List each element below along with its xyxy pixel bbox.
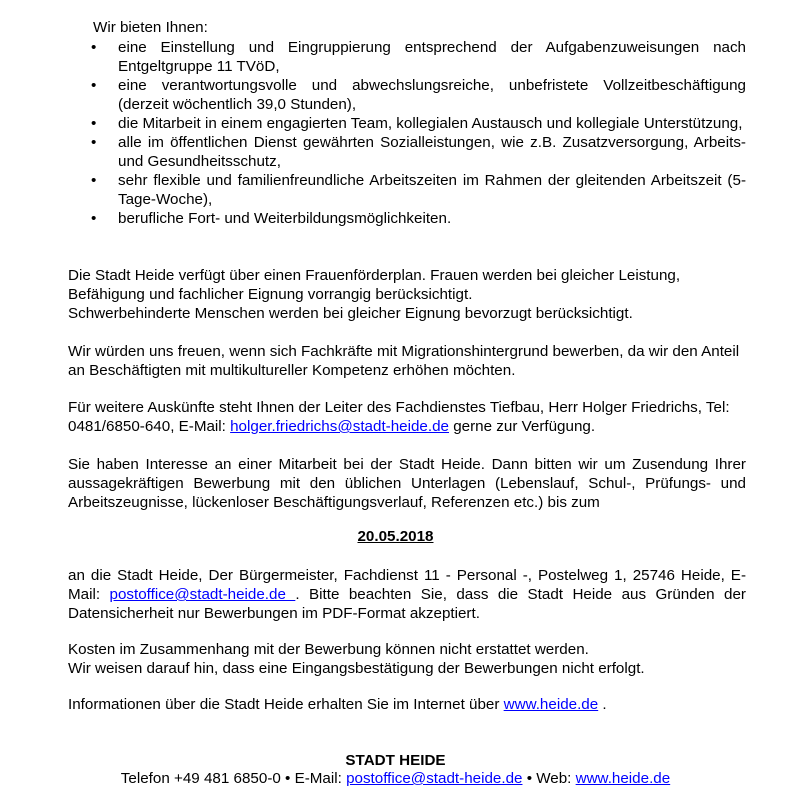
equality-paragraph: Die Stadt Heide verfügt über einen Frauenförderplan. Frauen werden bei gleicher Leistung, Befähigung und fachlicher Eignung vorrangig berücksichtigt. Schwerbehinderte Menschen werden bei gleicher Eignung bevorzugt berücksichtigt.: [68, 267, 681, 322]
info-paragraph: Informationen über die Stadt Heide erhalten Sie im Internet über www.heide.de .: [68, 696, 607, 713]
postoffice-email-link[interactable]: postoffice@stadt-heide.de: [109, 586, 296, 603]
bullet-icon: •: [91, 210, 97, 227]
list-item: • sehr flexible und familienfreundliche Arbeitszeiten im Rahmen der gleitenden Arbeitszeit (5-Tage-Woche),: [91, 172, 746, 208]
heide-website-link[interactable]: www.heide.de: [503, 696, 599, 713]
list-item: • eine Einstellung und Eingruppierung entsprechend der Aufgabenzuweisungen nach Entgeltgruppe 11 TVöD,: [91, 39, 746, 75]
bullet-icon: •: [91, 172, 97, 189]
contact-paragraph: Für weitere Auskünfte steht Ihnen der Leiter des Fachdienstes Tiefbau, Herr Holger Friedrichs, Tel: 0481/6850-640, E-Mail: holger.friedrichs@stadt-heide.de gerne zur Verfügung.: [68, 399, 730, 435]
costs-paragraph: Kosten im Zusammenhang mit der Bewerbung können nicht erstattet werden. Wir weisen darauf hin, dass eine Eingangsbestätigung der Bewerbungen nicht erfolgt.: [68, 641, 645, 677]
list-item: • alle im öffentlichen Dienst gewährten Sozialleistungen, wie z.B. Zusatzversorgung, Arbeits- und Gesundheitsschutz,: [91, 134, 746, 170]
address-paragraph: an die Stadt Heide, Der Bürgermeister, Fachdienst 11 - Personal -, Postelweg 1, 25746 Heide, E-Mail: postoffice@stadt-heide.de . Bitte beachten Sie, dass die Stadt Heide aus Gründen der Datensicherheit nur Bewerbungen im PDF-Format akzeptiert.: [68, 567, 746, 622]
footer-contact-line: Telefon +49 481 6850-0 • E-Mail: postoffice@stadt-heide.de • Web: www.heide.de: [120, 770, 671, 787]
benefits-list: [68, 38, 746, 228]
contact-email-link[interactable]: holger.friedrichs@stadt-heide.de: [230, 418, 449, 435]
bullet-icon: •: [91, 77, 97, 94]
bullet-icon: •: [91, 134, 97, 151]
benefits-heading: Wir bieten Ihnen:: [93, 19, 208, 36]
migration-paragraph: Wir würden uns freuen, wenn sich Fachkräfte mit Migrationshintergrund bewerben, da wir den Anteil an Beschäftigten mit multikultureller Kompetenz erhöhen möchten.: [68, 343, 740, 379]
footer-title: STADT HEIDE: [345, 752, 446, 769]
footer-email-link[interactable]: postoffice@stadt-heide.de: [346, 770, 523, 787]
application-paragraph: Sie haben Interesse an einer Mitarbeit bei der Stadt Heide. Dann bitten wir um Zusendung Ihrer aussagekräftigen Bewerbung mit den üblichen Unterlagen (Lebenslauf, Schul-, Prüfungs- und Arbeitszeugnisse, lückenloser Beschäftigungsverlauf, Referenzen etc.) bis zum: [68, 456, 746, 511]
list-item: • berufliche Fort- und Weiterbildungsmöglichkeiten.: [91, 210, 452, 227]
list-item: • eine verantwortungsvolle und abwechslungsreiche, unbefristete Vollzeitbeschäftigung (derzeit wöchentlich 39,0 Stunden),: [91, 77, 746, 113]
deadline-date: 20.05.2018: [357, 528, 434, 545]
bullet-icon: •: [91, 115, 97, 132]
footer-web-link[interactable]: www.heide.de: [575, 770, 671, 787]
bullet-icon: •: [91, 39, 97, 56]
list-item: • die Mitarbeit in einem engagierten Team, kollegialen Austausch und kollegiale Unterstützung,: [91, 115, 743, 132]
